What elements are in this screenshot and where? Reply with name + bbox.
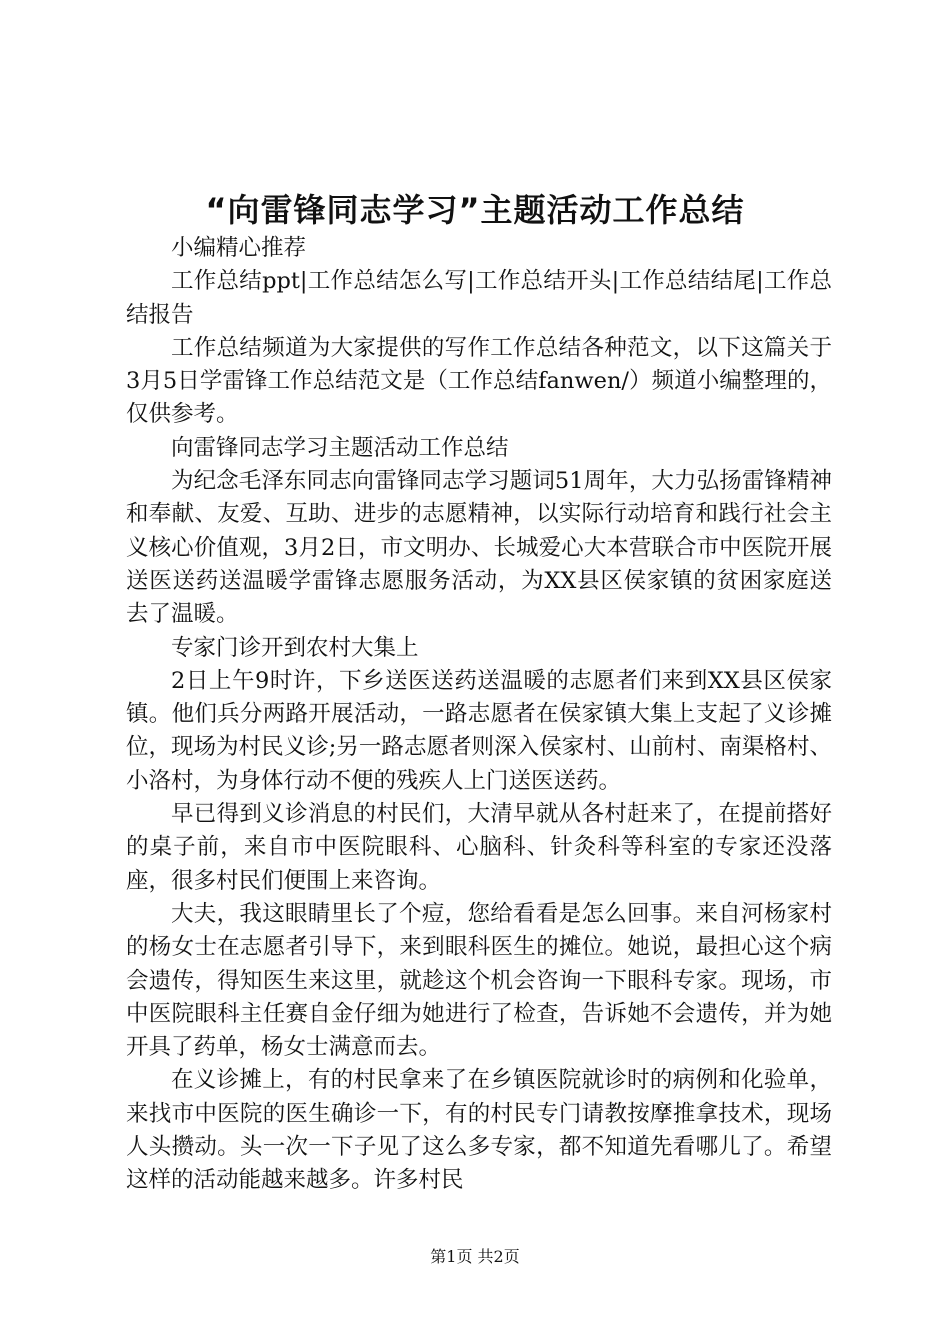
document-body [126,232,832,1198]
paragraph-related-links: 工作总结ppt|工作总结怎么写|工作总结开头|工作总结结尾|工作总结报告 [126,268,832,328]
paragraph-subtitle: 向雷锋同志学习主题活动工作总结 [171,434,509,461]
paragraph-clinic-scene: 在义诊摊上，有的村民拿来了在乡镇医院就诊时的病例和化验单，来找市中医院的医生确诊一下，有的村民专门请教按摩推拿技术，现场人头攒动。头一次一下子见了这么多专家，都不知道先看哪儿了。希望这样的活动能越来越多。许多村民 [126,1067,832,1194]
section-heading-clinic: 专家门诊开到农村大集上 [171,634,419,661]
document-title: “向雷锋同志学习”主题活动工作总结 [205,191,745,229]
paragraph-eye-consult: 大夫，我这眼睛里长了个痘，您给看看是怎么回事。来自河杨家村的杨女士在志愿者引导下，来到眼科医生的摊位。她说，最担心这个病会遗传，得知医生来这里，就趁这个机会咨询一下眼科专家。现场，市中医院眼科主任赛自金仔细为她进行了检查，告诉她不会遗传，并为她开具了药单，杨女士满意而去。 [126,900,832,1061]
paragraph-background: 为纪念毛泽东同志向雷锋同志学习题词51周年，大力弘扬雷锋精神和奉献、友爱、互助、进步的志愿精神，以实际行动培育和践行社会主义核心价值观，3月2日，市文明办、长城爱心大本营联合市中医院开展送医送药送温暖学雷锋志愿服务活动，为XX县区侯家镇的贫困家庭送去了温暖。 [126,468,832,628]
page-number: 第1页 共2页 [430,1247,520,1266]
paragraph-intro: 工作总结频道为大家提供的写作工作总结各种范文，以下这篇关于3月5日学雷锋工作总结范文是（工作总结fanwen/）频道小编整理的，仅供参考。 [126,334,832,428]
paragraph-activity: 2日上午9时许，下乡送医送药送温暖的志愿者们来到XX县区侯家镇。他们兵分两路开展活动，一路志愿者在侯家镇大集上支起了义诊摊位，现场为村民义诊;另一路志愿者则深入侯家村、山前村、南渠格村、小洛村，为身体行动不便的残疾人上门送医送药。 [126,667,832,794]
paragraph-villagers: 早已得到义诊消息的村民们，大清早就从各村赶来了，在提前搭好的桌子前，来自市中医院眼科、心脑科、针灸科等科室的专家还没落座，很多村民们便围上来咨询。 [126,801,832,894]
paragraph-editor-recommend: 小编精心推荐 [171,235,307,261]
